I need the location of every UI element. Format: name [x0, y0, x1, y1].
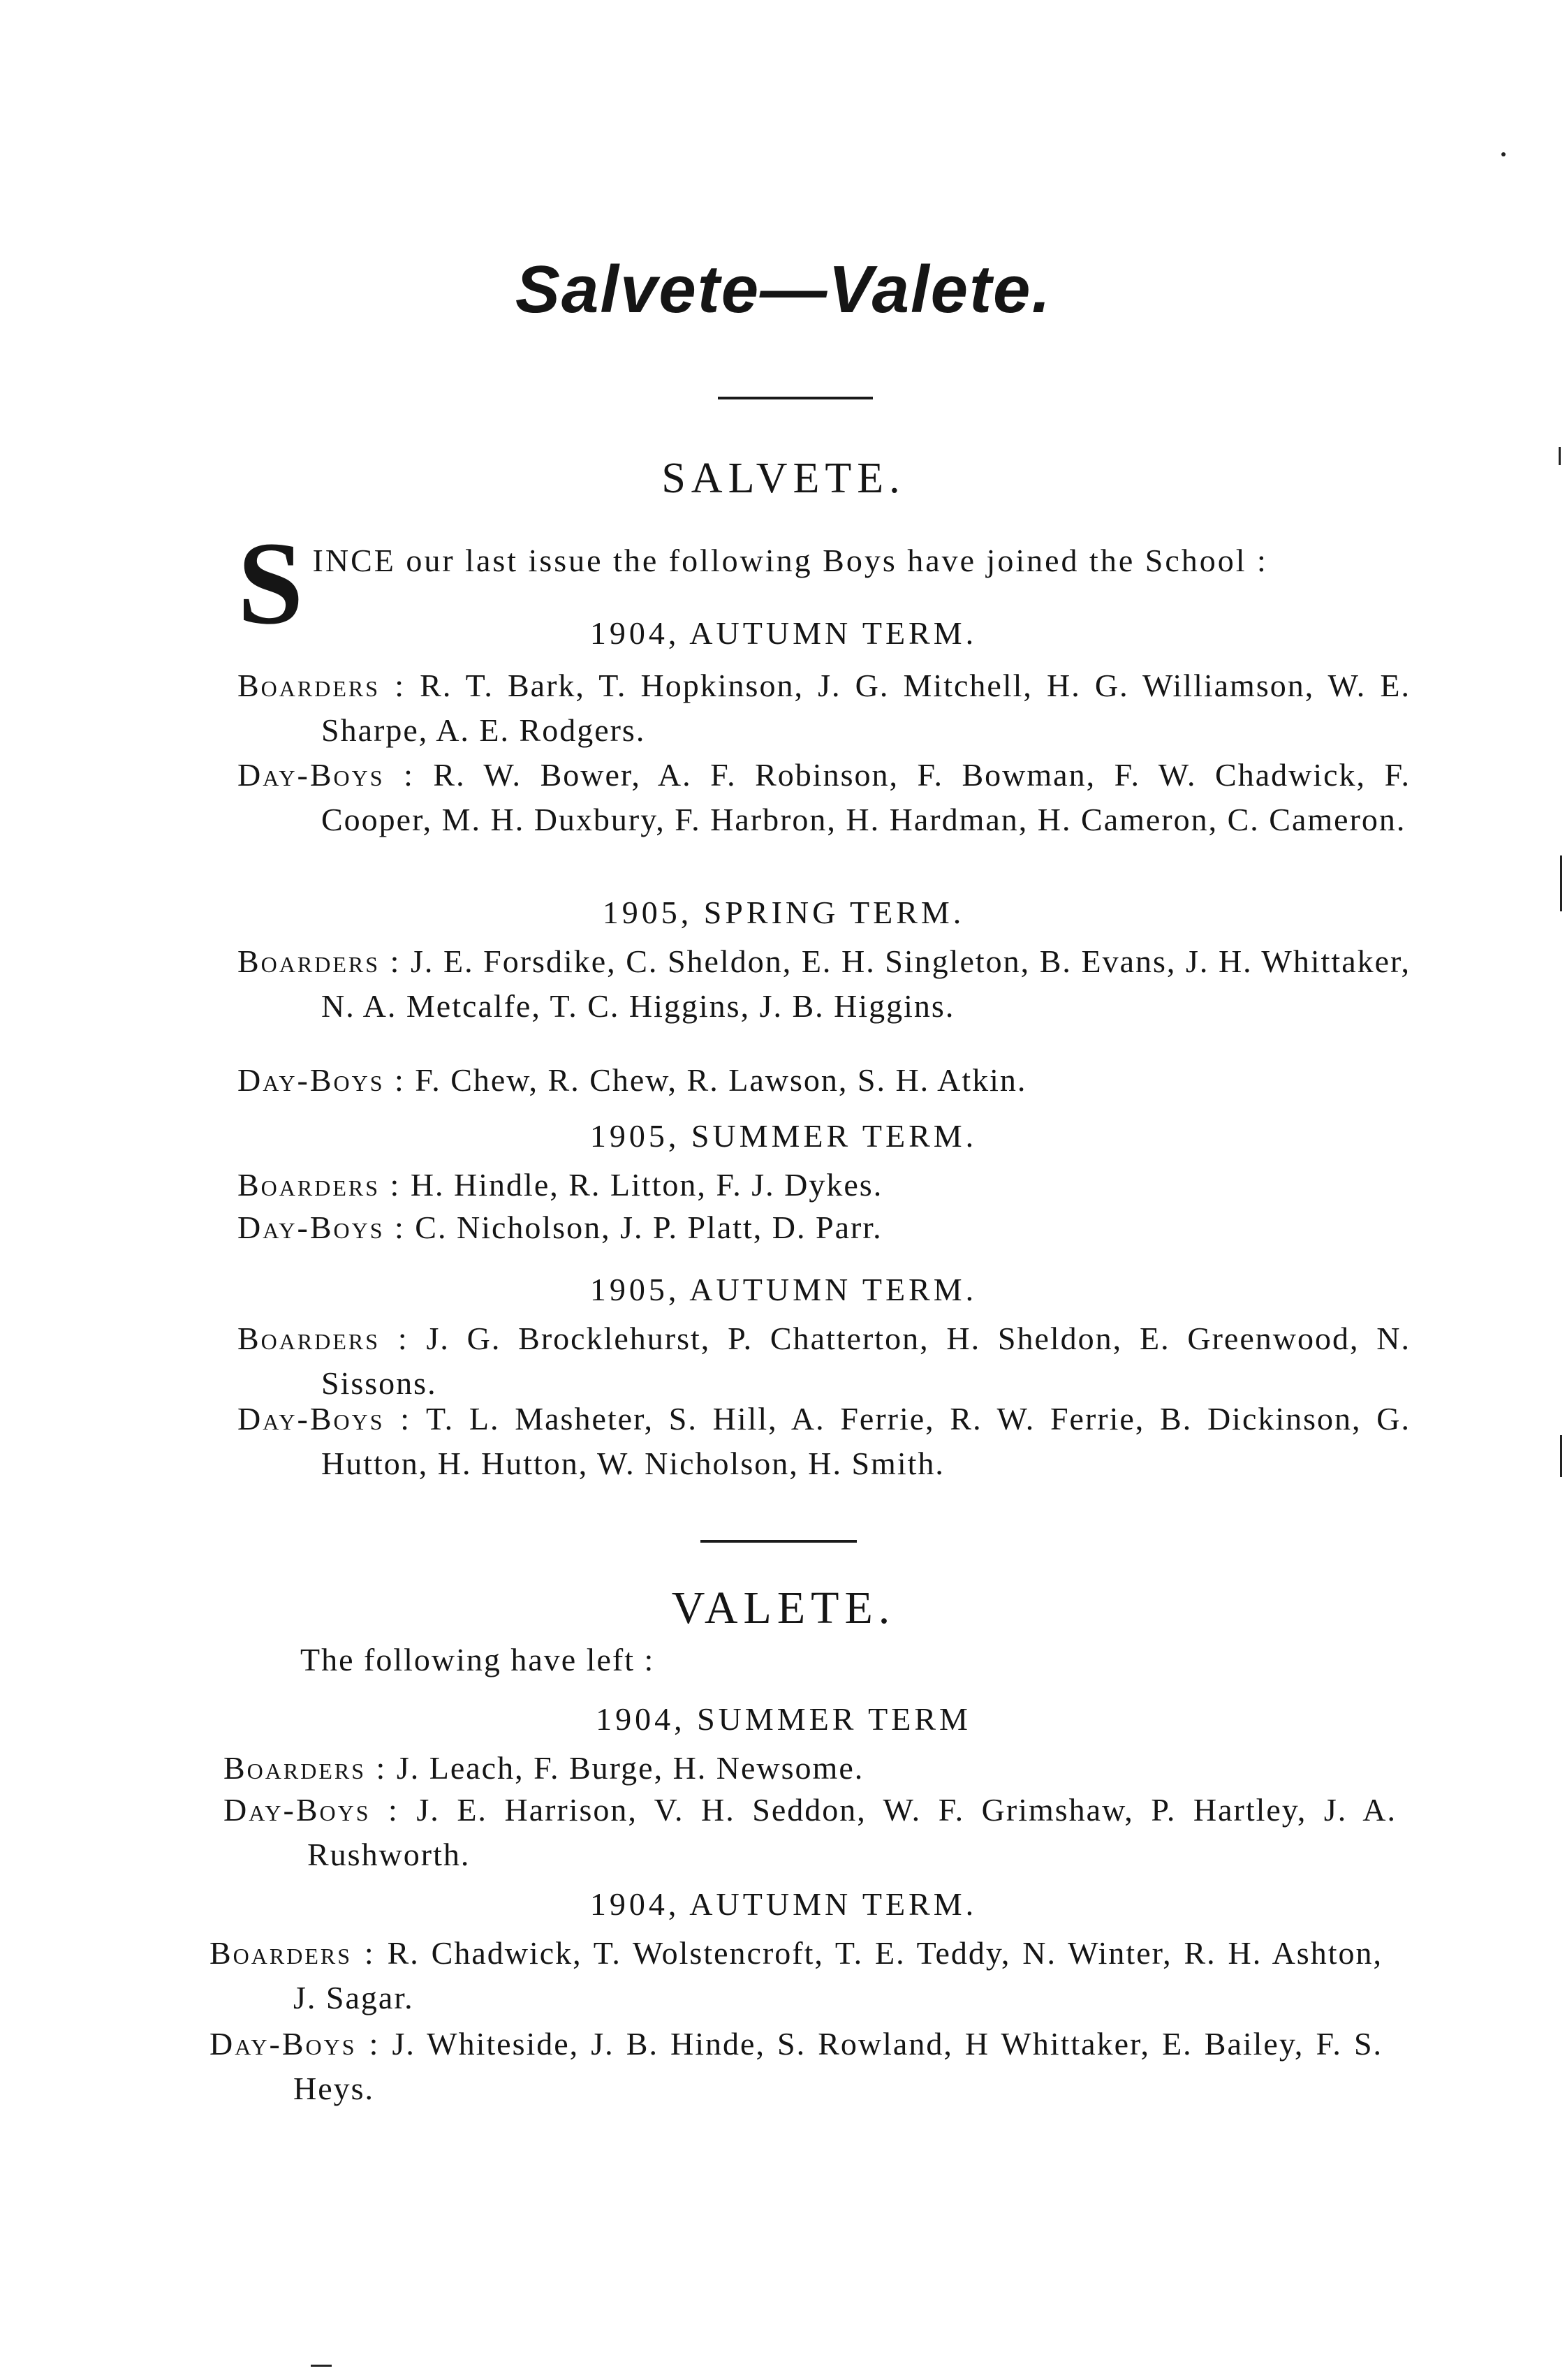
valete-heading: VALETE.	[671, 1582, 896, 1633]
boarders-label: Boarders :	[223, 1750, 388, 1786]
boarders-names: J. Leach, F. Burge, H. Newsome.	[396, 1750, 865, 1786]
dayboys-names: J. Whiteside, J. B. Hinde, S. Rowland, H Whittaker, E. Bailey, F. S. Heys.	[293, 2026, 1383, 2106]
title-divider	[718, 397, 873, 399]
boarders-names: R. T. Bark, T. Hopkinson, J. G. Mitchell, H. G. Williamson, W. E. Sharpe, A. E. Rodgers.	[321, 668, 1411, 748]
salvete-boarders-entry	[237, 1163, 1411, 1207]
scan-edge-mark	[1559, 447, 1561, 465]
valete-term-title: 1904, AUTUMN TERM.	[589, 1886, 978, 1922]
dayboys-names: F. Chew, R. Chew, R. Lawson, S. H. Atkin.	[415, 1062, 1027, 1098]
boarders-names: R. Chadwick, T. Wolstencroft, T. E. Teddy, N. Winter, R. H. Ashton, J. Sagar.	[293, 1935, 1383, 2015]
valete-dayboys-entry	[223, 1788, 1397, 1877]
boarders-names: J. E. Forsdike, C. Sheldon, E. H. Singleton, B. Evans, J. H. Whittaker, N. A. Metcalfe, T. C. Higgins, J. B. Higgins.	[321, 943, 1411, 1024]
dayboys-names: T. L. Masheter, S. Hill, A. Ferrie, R. W. Ferrie, B. Dickinson, G. Hutton, H. Hutton, W. Nicholson, H. Smith.	[321, 1401, 1411, 1481]
salvete-dayboys-entry	[237, 1397, 1411, 1486]
salvete-dayboys-entry	[237, 1205, 1411, 1250]
salvete-term-title: 1905, SPRING TERM.	[602, 895, 965, 930]
salvete-intro-text: INCE our last issue the following Boys have joined the School :	[312, 543, 1268, 578]
scan-edge-mark	[1560, 855, 1562, 911]
salvete-dayboys-entry	[237, 753, 1411, 842]
boarders-label: Boarders :	[237, 943, 402, 979]
salvete-term-title: 1904, AUTUMN TERM.	[589, 615, 978, 651]
boarders-label: Boarders :	[237, 1321, 409, 1356]
dayboys-label: Day-Boys :	[237, 1210, 406, 1245]
salvete-term-title: 1905, AUTUMN TERM.	[589, 1272, 978, 1307]
dayboys-label: Day-Boys :	[237, 1401, 412, 1437]
valete-intro: The following have left :	[300, 1642, 655, 1677]
valete-dayboys-entry	[209, 2022, 1383, 2111]
salvete-term-title: 1905, SUMMER TERM.	[589, 1118, 978, 1154]
dayboys-names: J. E. Harrison, V. H. Seddon, W. F. Grimshaw, P. Hartley, J. A. Rushworth.	[307, 1792, 1397, 1872]
valete-boarders-entry	[223, 1746, 1397, 1791]
salvete-heading: SALVETE.	[661, 455, 906, 502]
salvete-boarders-entry	[237, 663, 1411, 753]
dayboys-label: Day-Boys :	[223, 1792, 399, 1828]
salvete-boarders-entry	[237, 939, 1411, 1029]
scan-edge-mark	[1560, 1435, 1562, 1477]
dayboys-label: Day-Boys :	[237, 1062, 406, 1098]
salvete-boarders-entry	[237, 1316, 1411, 1406]
dayboys-label: Day-Boys :	[209, 2026, 381, 2062]
boarders-names: H. Hindle, R. Litton, F. J. Dykes.	[410, 1167, 883, 1203]
dayboys-label: Day-Boys :	[237, 757, 415, 793]
dayboys-names: C. Nicholson, J. P. Platt, D. Parr.	[415, 1210, 883, 1245]
scan-dash	[311, 2365, 332, 2367]
valete-boarders-entry	[209, 1931, 1383, 2020]
boarders-label: Boarders :	[237, 668, 406, 703]
boarders-names: J. G. Brocklehurst, P. Chatterton, H. Sheldon, E. Greenwood, N. Sissons.	[321, 1321, 1411, 1401]
boarders-label: Boarders :	[237, 1167, 402, 1203]
salvete-dropcap: S	[237, 517, 306, 649]
page-title: Salvete—Valete.	[515, 252, 1052, 327]
salvete-dayboys-entry	[237, 1058, 1411, 1103]
scan-speck	[1501, 152, 1506, 156]
section-divider	[700, 1540, 857, 1543]
valete-term-title: 1904, SUMMER TERM	[596, 1701, 971, 1737]
boarders-label: Boarders :	[209, 1935, 376, 1971]
dayboys-names: R. W. Bower, A. F. Robinson, F. Bowman, F. W. Chadwick, F. Cooper, M. H. Duxbury, F. Harbron, H. Hardman, H. Cameron, C. Cameron.	[321, 757, 1411, 837]
